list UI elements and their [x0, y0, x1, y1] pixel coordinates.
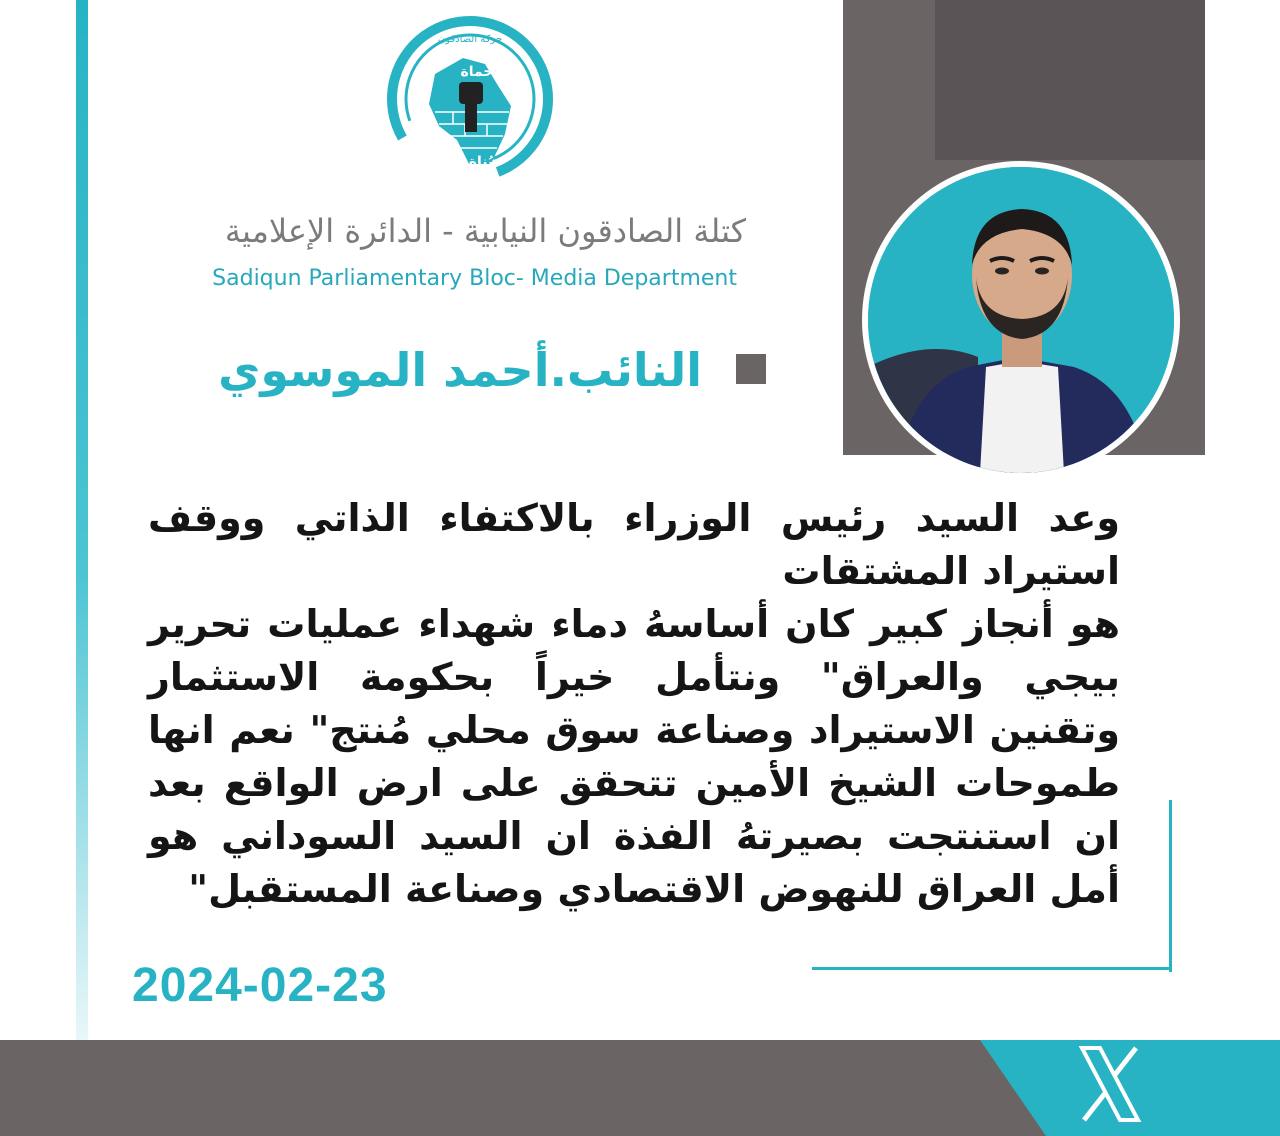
statement-line-1: وعد السيد رئيس الوزراء بالاكتفاء الذاتي ووقف استيراد المشتقات: [148, 496, 1120, 593]
logo-name-bottom: بُناة: [468, 154, 494, 170]
bloc-name-english: Sadiqun Parliamentary Bloc- Media Department: [212, 266, 737, 291]
left-decorative-stripe: [0, 0, 90, 1040]
x-logo-icon: [1078, 1044, 1142, 1124]
post-date: 2024-02-23: [132, 959, 388, 1012]
speaker-name-row: [170, 338, 770, 402]
speaker-name: النائب.أحمد الموسوي: [218, 343, 702, 397]
statement-line-2: هو أنجاز كبير كان أساسهُ دماء شهداء عمليات تحرير بيجي والعراق" ونتأمل خيراً بحكومة الاستثمار وتقنين الاستيراد وصناعة سوق محلي مُنتج" نعم انها طموحات الشيخ الأمين تتحقق على ارض الواقع بعد ان استنتجت بصيرتهُ الفذة ان السيد السوداني هو أمل العراق للنهوض الاقتصادي وصناعة المستقبل": [148, 602, 1120, 911]
logo-name-top: حماة: [460, 64, 494, 80]
statement-text: [148, 492, 1120, 916]
bloc-name-arabic: كتلة الصادقون النيابية - الدائرة الإعلامية: [224, 212, 746, 250]
logo-top-text: حركة الصادقون: [437, 34, 503, 45]
speaker-portrait: [868, 167, 1174, 473]
movement-logo: [385, 14, 555, 184]
square-bullet-icon: [736, 354, 766, 384]
